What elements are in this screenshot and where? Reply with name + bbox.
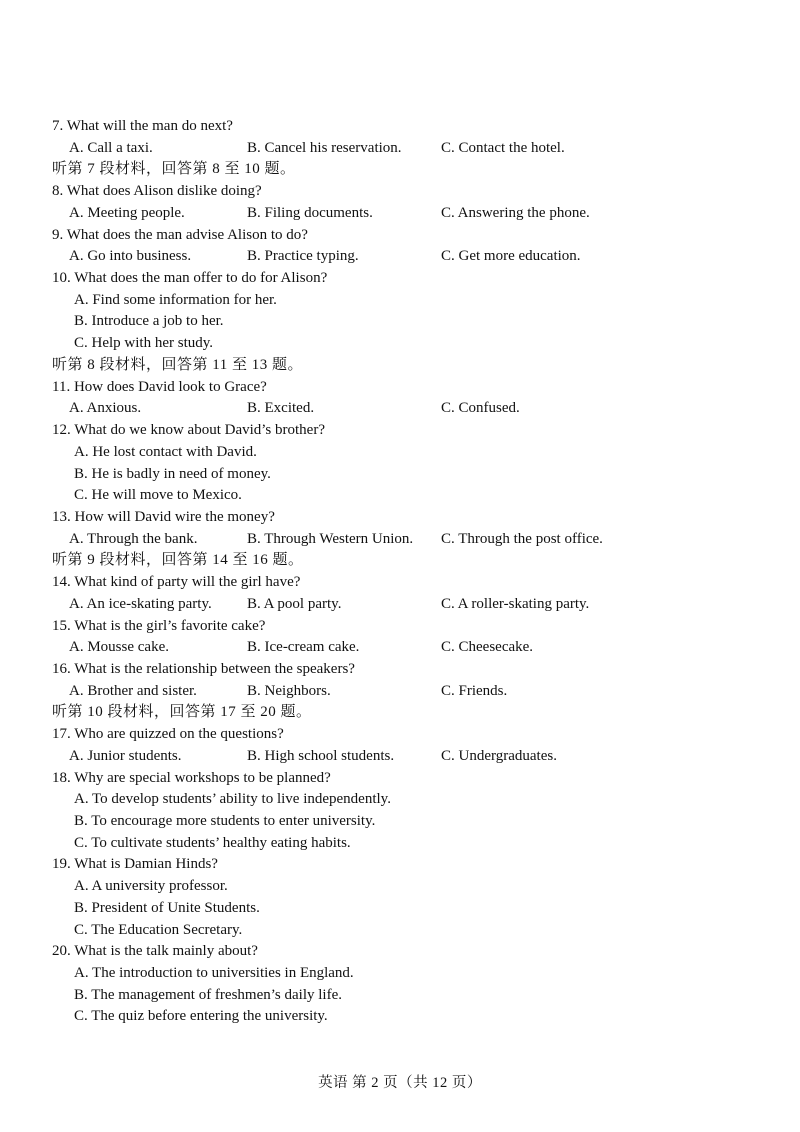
- option-c: C. He will move to Mexico.: [74, 487, 242, 504]
- page-footer: 英语 第 2 页（共 12 页）: [318, 1075, 482, 1091]
- options-row: [52, 529, 752, 551]
- question-text: 20. What is the talk mainly about?: [52, 943, 258, 960]
- section-header: 听第 9 段材料，回答第 14 至 16 题。: [52, 552, 304, 569]
- option-b: B. He is badly in need of money.: [74, 465, 271, 482]
- option-c: C. Through the post office.: [441, 530, 603, 547]
- option-a: A. Anxious.: [69, 400, 142, 417]
- options-row: [52, 594, 752, 616]
- option-a: A. Junior students.: [69, 747, 182, 764]
- option-a: A. Brother and sister.: [69, 682, 197, 699]
- option-b: B. Filing documents.: [247, 204, 373, 221]
- question-text: 17. Who are quizzed on the questions?: [52, 726, 284, 743]
- option-a: A. Meeting people.: [69, 204, 185, 221]
- option-c: C. Contact the hotel.: [441, 139, 565, 156]
- question-text: 15. What is the girl’s favorite cake?: [52, 617, 266, 634]
- options-row: [52, 246, 752, 268]
- options-row: [52, 203, 752, 225]
- question-text: 12. What do we know about David’s brother?: [52, 422, 325, 439]
- option-a: A. Through the bank.: [69, 530, 198, 547]
- option-a: A. He lost contact with David.: [74, 443, 257, 460]
- option-c: C. The quiz before entering the university.: [74, 1008, 328, 1025]
- section-header: 听第 7 段材料，回答第 8 至 10 题。: [52, 161, 296, 178]
- option-b: B. Neighbors.: [247, 682, 331, 699]
- option-a: A. Mousse cake.: [69, 639, 169, 656]
- option-a: A. To develop students’ ability to live independently.: [74, 791, 391, 808]
- option-b: B. To encourage more students to enter university.: [74, 813, 376, 829]
- option-b: B. Cancel his reservation.: [247, 139, 402, 156]
- question-text: 16. What is the relationship between the speakers?: [52, 660, 355, 677]
- option-c: C. The Education Secretary.: [74, 921, 243, 938]
- option-a: A. Find some information for her.: [74, 291, 277, 308]
- option-c: C. Cheesecake.: [441, 639, 534, 656]
- question-text: 14. What kind of party will the girl have?: [52, 574, 301, 591]
- option-c: C. Answering the phone.: [441, 204, 590, 221]
- option-c: C. Get more education.: [441, 248, 581, 265]
- question-text: 9. What does the man advise Alison to do?: [52, 226, 308, 243]
- option-c: C. Undergraduates.: [441, 747, 557, 764]
- question-text: 8. What does Alison dislike doing?: [52, 183, 262, 200]
- option-b: B. A pool party.: [247, 595, 342, 612]
- section-header: 听第 8 段材料，回答第 11 至 13 题。: [52, 356, 303, 373]
- option-a: A. An ice-skating party.: [69, 595, 212, 612]
- option-a: A. The introduction to universities in England.: [74, 965, 354, 982]
- options-row: [52, 746, 752, 768]
- option-c: C. Confused.: [441, 400, 520, 417]
- question-text: 11. How does David look to Grace?: [52, 378, 267, 395]
- option-b: B. Through Western Union.: [247, 530, 414, 547]
- question-text: 13. How will David wire the money?: [52, 508, 275, 525]
- question-text: 10. What does the man offer to do for Alison?: [52, 270, 328, 287]
- options-row: [52, 398, 752, 420]
- question-text: 7. What will the man do next?: [52, 118, 233, 134]
- question-text: 18. Why are special workshops to be planned?: [52, 769, 331, 786]
- question-text: 19. What is Damian Hinds?: [52, 856, 218, 873]
- option-c: C. To cultivate students’ healthy eating habits.: [74, 834, 351, 851]
- option-a: A. Call a taxi.: [69, 139, 153, 156]
- option-b: B. The management of freshmen’s daily life.: [74, 986, 342, 1003]
- option-b: B. Introduce a job to her.: [74, 313, 224, 330]
- option-b: B. Practice typing.: [247, 248, 359, 265]
- option-c: C. Help with her study.: [74, 335, 214, 352]
- option-b: B. President of Unite Students.: [74, 899, 260, 916]
- option-b: B. Ice-cream cake.: [247, 639, 360, 656]
- option-c: C. Friends.: [441, 682, 508, 699]
- option-a: A. A university professor.: [74, 878, 228, 895]
- question-list: [52, 116, 752, 1028]
- option-c: C. A roller-skating party.: [441, 595, 590, 612]
- option-b: B. Excited.: [247, 400, 315, 417]
- section-header: 听第 10 段材料，回答第 17 至 20 题。: [52, 704, 312, 721]
- options-row: [52, 681, 752, 703]
- option-b: B. High school students.: [247, 747, 395, 764]
- option-a: A. Go into business.: [69, 248, 192, 265]
- options-row: [52, 138, 752, 160]
- options-row: [52, 637, 752, 659]
